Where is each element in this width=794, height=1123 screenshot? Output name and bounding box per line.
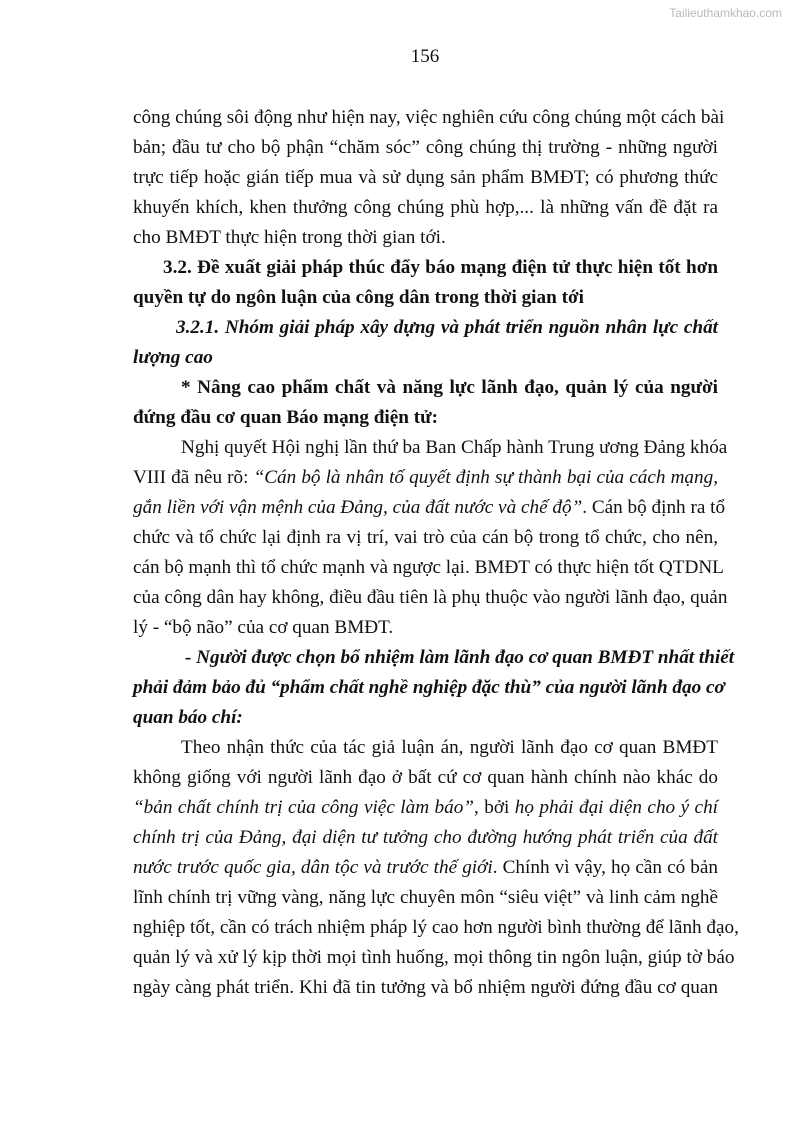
text-segment: công chúng sôi động như hiện nay, việc nghiên cứu công chúng một cách bài (133, 107, 725, 128)
text-line (133, 733, 718, 763)
text-line (133, 673, 725, 703)
text-line (133, 493, 726, 523)
text-segment: cho BMĐT thực hiện trong thời gian tới. (133, 227, 446, 248)
text-segment: bản; đầu tư cho bộ phận “chăm sóc” công chúng thị trường - những người (133, 137, 718, 158)
text-segment: ngày càng phát triển. Khi đã tin tưởng và bổ nhiệm người đứng đầu cơ quan (133, 977, 718, 998)
text-segment: “Cán bộ là nhân tố quyết định sự thành bại của cách mạng, (253, 467, 719, 488)
text-line (133, 913, 739, 943)
text-line (133, 463, 718, 493)
text-line (133, 763, 718, 793)
text-segment: của công dân hay không, điều đầu tiên là phụ thuộc vào người lãnh đạo, quản (133, 587, 728, 608)
text-segment: quản lý và xử lý kịp thời mọi tình huống, mọi thông tin ngôn luận, giúp tờ báo (133, 947, 735, 968)
text-segment: phải đảm bảo đủ “phẩm chất nghề nghiệp đặc thù” của người lãnh đạo cơ (133, 677, 725, 698)
text-segment: chính trị của Đảng, đại diện tư tưởng cho đường hướng phát triển của đất (133, 827, 718, 848)
text-segment: trực tiếp hoặc gián tiếp mua và sử dụng sản phẩm BMĐT; có phương thức (133, 167, 718, 188)
document-body (133, 103, 739, 1003)
text-line (133, 703, 718, 733)
text-line (133, 883, 718, 913)
text-segment: quan báo chí: (133, 707, 243, 728)
text-line (133, 103, 725, 133)
text-segment: . Cán bộ định ra tổ (582, 497, 726, 518)
text-segment: quyền tự do ngôn luận của công dân trong thời gian tới (133, 287, 584, 308)
text-line (133, 643, 735, 673)
text-line (133, 373, 718, 403)
text-line (133, 343, 718, 373)
text-line (133, 403, 718, 433)
text-segment: “bản chất chính trị của công việc làm báo” (133, 797, 474, 818)
text-segment: nghiệp tốt, cần có trách nhiệm pháp lý cao hơn người bình thường để lãnh đạo, (133, 917, 739, 938)
text-segment: lý - “bộ não” của cơ quan BMĐT. (133, 617, 394, 638)
text-line (133, 973, 718, 1003)
text-line (133, 853, 718, 883)
text-segment: VIII đã nêu rõ: (133, 467, 254, 488)
text-line (133, 283, 718, 313)
text-line (133, 523, 718, 553)
text-line (133, 133, 718, 163)
text-segment: cán bộ mạnh thì tổ chức mạnh và ngược lại. BMĐT có thực hiện tốt QTDNL (133, 557, 724, 578)
text-segment: lượng cao (133, 347, 213, 368)
page-number: 156 (410, 46, 440, 67)
text-segment: lĩnh chính trị vững vàng, năng lực chuyên môn “siêu việt” và linh cảm nghề (133, 887, 718, 908)
text-line (133, 823, 718, 853)
text-segment: đứng đầu cơ quan Báo mạng điện tử: (133, 407, 439, 428)
text-segment: khuyến khích, khen thưởng công chúng phù hợp,... là những vấn đề đặt ra (133, 197, 718, 218)
text-line (133, 943, 735, 973)
text-segment: 3.2. Đề xuất giải pháp thúc đẩy báo mạng điện tử thực hiện tốt hơn (163, 257, 718, 278)
text-line (133, 613, 718, 643)
text-segment: * Nâng cao phẩm chất và năng lực lãnh đạo, quản lý của người (181, 377, 718, 398)
text-segment: họ phải đại diện cho ý chí (514, 797, 718, 818)
text-line (133, 193, 718, 223)
text-line (133, 553, 724, 583)
text-line (133, 583, 728, 613)
text-line (133, 163, 718, 193)
text-segment: nước trước quốc gia, dân tộc và trước thế giới (133, 857, 493, 878)
text-segment: - Người được chọn bổ nhiệm làm lãnh đạo cơ quan BMĐT nhất thiết (185, 647, 735, 668)
text-segment: , bởi (473, 797, 515, 818)
text-segment: . Chính vì vậy, họ cần có bản (492, 857, 718, 878)
text-segment: Nghị quyết Hội nghị lần thứ ba Ban Chấp hành Trung ương Đảng khóa (181, 437, 728, 458)
text-line (133, 253, 718, 283)
text-line (133, 223, 718, 253)
text-segment: 3.2.1. Nhóm giải pháp xây dựng và phát triển nguồn nhân lực chất (176, 317, 718, 338)
text-segment: gắn liền với vận mệnh của Đảng, của đất nước và chế độ” (133, 497, 583, 518)
watermark: Tailieuthamkhao.com (669, 6, 782, 20)
text-line (133, 793, 718, 823)
text-line (133, 433, 728, 463)
text-segment: chức và tổ chức lại định ra vị trí, vai trò của cán bộ trong tổ chức, cho nên, (133, 527, 718, 548)
text-segment: Theo nhận thức của tác giả luận án, người lãnh đạo cơ quan BMĐT (181, 737, 718, 758)
text-segment: không giống với người lãnh đạo ở bất cứ cơ quan hành chính nào khác do (133, 767, 718, 788)
text-line (133, 313, 718, 343)
